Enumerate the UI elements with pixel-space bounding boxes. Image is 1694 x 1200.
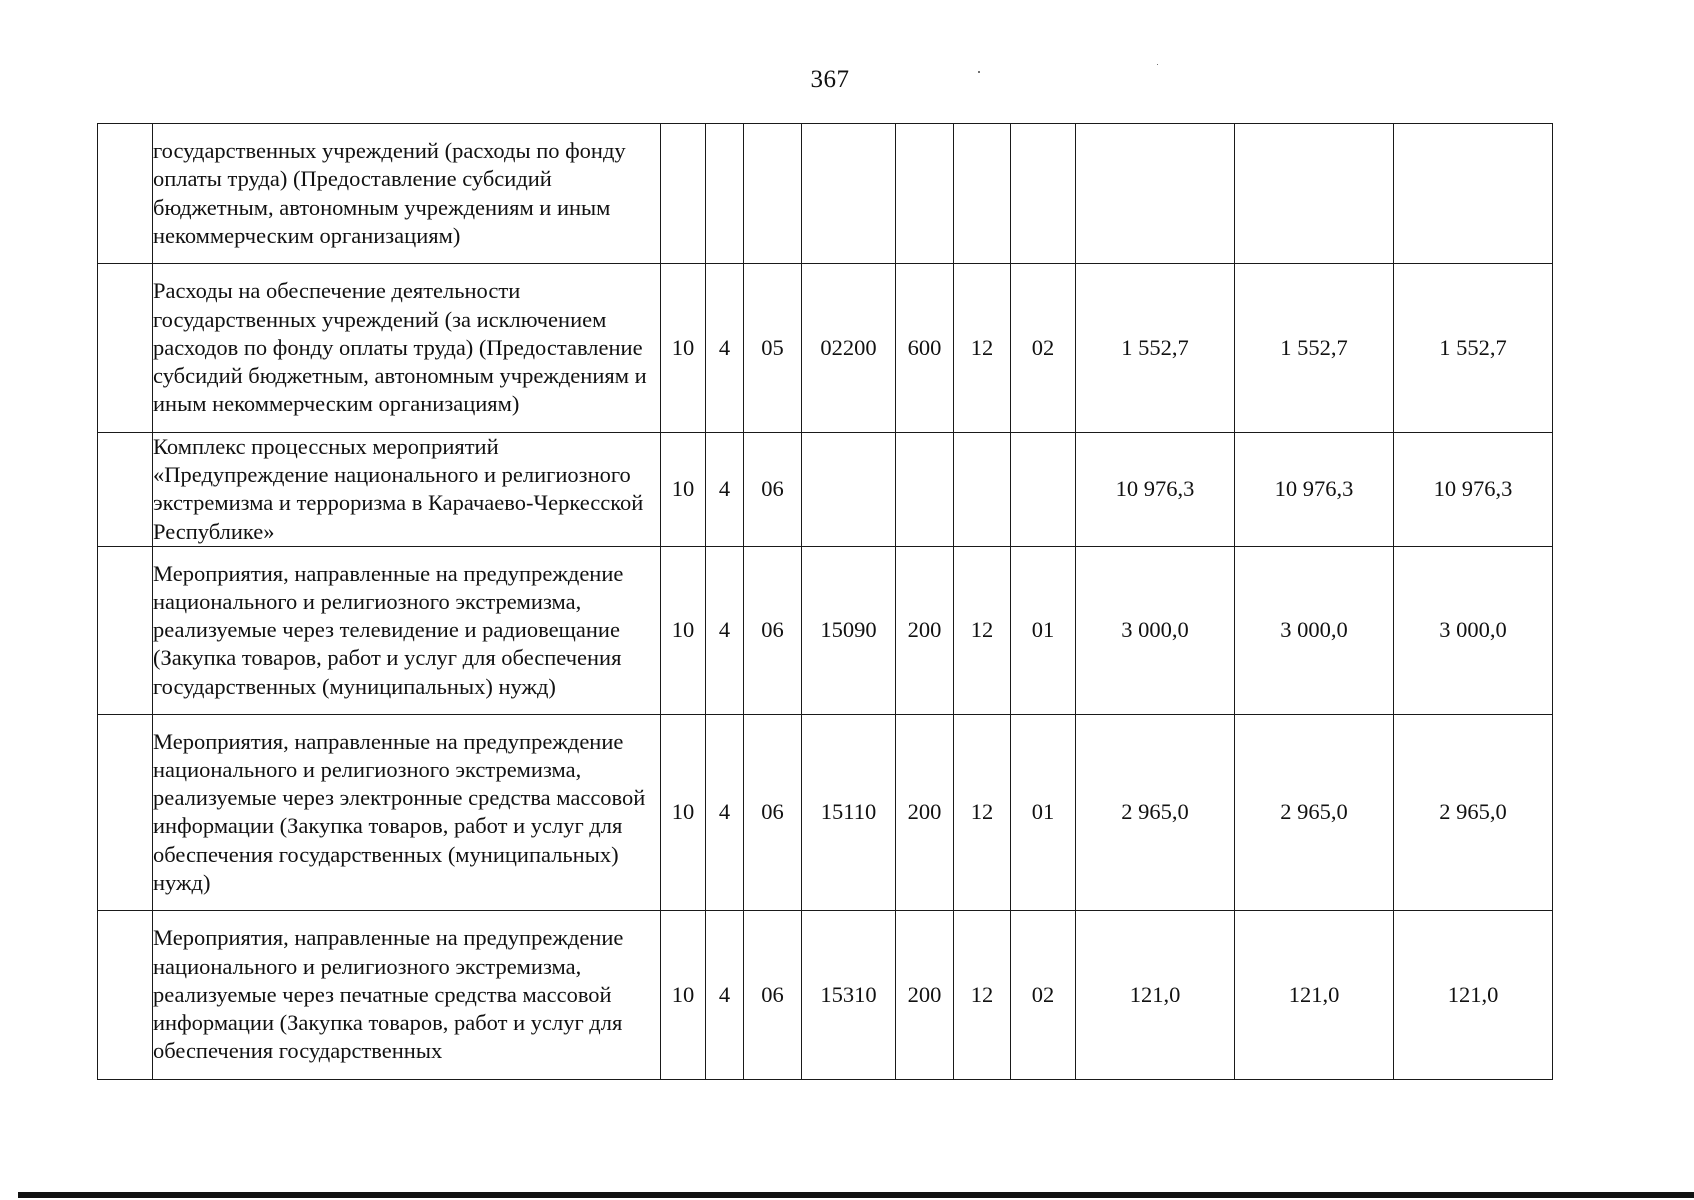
target-article-code: 15310 (802, 910, 896, 1079)
program-code: 4 (706, 910, 744, 1079)
amount-year-3: 2 965,0 (1394, 714, 1553, 910)
table-row (98, 433, 1553, 547)
section-code: 10 (661, 433, 706, 547)
scan-speck (1157, 64, 1158, 65)
page-number: 367 (810, 66, 850, 93)
amount-year-2 (1235, 124, 1394, 264)
expense-type-code: 200 (896, 714, 954, 910)
amount-year-1: 2 965,0 (1076, 714, 1235, 910)
subdivision-code (1011, 124, 1076, 264)
subdivision-code: 02 (1011, 264, 1076, 433)
division-code: 12 (954, 910, 1011, 1079)
amount-year-2: 121,0 (1235, 910, 1394, 1079)
section-code: 10 (661, 910, 706, 1079)
row-marker-cell (98, 714, 153, 910)
section-code: 10 (661, 546, 706, 714)
program-code: 4 (706, 433, 744, 547)
amount-year-2: 1 552,7 (1235, 264, 1394, 433)
division-code: 12 (954, 714, 1011, 910)
amount-year-2: 3 000,0 (1235, 546, 1394, 714)
subprogram-code: 05 (744, 264, 802, 433)
division-code (954, 433, 1011, 547)
subprogram-code: 06 (744, 714, 802, 910)
subprogram-code (744, 124, 802, 264)
subprogram-code: 06 (744, 910, 802, 1079)
program-code (706, 124, 744, 264)
program-code: 4 (706, 264, 744, 433)
scan-speck (978, 71, 980, 73)
amount-year-3: 121,0 (1394, 910, 1553, 1079)
amount-year-3: 1 552,7 (1394, 264, 1553, 433)
subprogram-code: 06 (744, 433, 802, 547)
expense-type-code (896, 433, 954, 547)
row-description: Мероприятия, направленные на предупреждение национального и религиозного экстремизма, реализуемые через печатные средства массовой информации (Закупка товаров, работ и услуг для обеспечения государственных (153, 910, 661, 1079)
expense-type-code: 200 (896, 546, 954, 714)
expense-type-code: 600 (896, 264, 954, 433)
division-code: 12 (954, 546, 1011, 714)
amount-year-2: 2 965,0 (1235, 714, 1394, 910)
section-code (661, 124, 706, 264)
division-code: 12 (954, 264, 1011, 433)
section-code: 10 (661, 264, 706, 433)
amount-year-3: 3 000,0 (1394, 546, 1553, 714)
row-marker-cell (98, 124, 153, 264)
table-row (98, 124, 1553, 264)
amount-year-1: 10 976,3 (1076, 433, 1235, 547)
table-row (98, 264, 1553, 433)
section-code: 10 (661, 714, 706, 910)
row-description: Мероприятия, направленные на предупреждение национального и религиозного экстремизма, реализуемые через телевидение и радиовещание (Закупка товаров, работ и услуг для обеспечения государственных (муниципальных) нужд) (153, 546, 661, 714)
row-marker-cell (98, 433, 153, 547)
subdivision-code: 01 (1011, 714, 1076, 910)
row-marker-cell (98, 264, 153, 433)
bottom-scan-edge (18, 1192, 1694, 1198)
subprogram-code: 06 (744, 546, 802, 714)
amount-year-2: 10 976,3 (1235, 433, 1394, 547)
row-marker-cell (98, 910, 153, 1079)
subdivision-code: 02 (1011, 910, 1076, 1079)
subdivision-code (1011, 433, 1076, 547)
table-row (98, 714, 1553, 910)
subdivision-code: 01 (1011, 546, 1076, 714)
amount-year-1 (1076, 124, 1235, 264)
expense-type-code (896, 124, 954, 264)
target-article-code (802, 124, 896, 264)
row-marker-cell (98, 546, 153, 714)
amount-year-1: 3 000,0 (1076, 546, 1235, 714)
program-code: 4 (706, 546, 744, 714)
program-code: 4 (706, 714, 744, 910)
amount-year-1: 1 552,7 (1076, 264, 1235, 433)
amount-year-3: 10 976,3 (1394, 433, 1553, 547)
target-article-code: 15110 (802, 714, 896, 910)
target-article-code: 15090 (802, 546, 896, 714)
target-article-code (802, 433, 896, 547)
row-description: государственных учреждений (расходы по фонду оплаты труда) (Предоставление субсидий бюджетным, автономным учреждениям и иным некоммерческим организациям) (153, 124, 661, 264)
division-code (954, 124, 1011, 264)
row-description: Комплекс процессных мероприятий «Предупреждение национального и религиозного экстремизма и терроризма в Карачаево-Черкесской Республике» (153, 433, 661, 547)
row-description: Мероприятия, направленные на предупреждение национального и религиозного экстремизма, реализуемые через электронные средства массовой информации (Закупка товаров, работ и услуг для обеспечения государственных (муниципальных) нужд) (153, 714, 661, 910)
expense-type-code: 200 (896, 910, 954, 1079)
table-row (98, 546, 1553, 714)
row-description: Расходы на обеспечение деятельности государственных учреждений (за исключением расходов по фонду оплаты труда) (Предоставление субсидий бюджетным, автономным учреждениям и иным некоммерческим организациям) (153, 264, 661, 433)
budget-table (97, 123, 1553, 1080)
target-article-code: 02200 (802, 264, 896, 433)
amount-year-1: 121,0 (1076, 910, 1235, 1079)
table-row (98, 910, 1553, 1079)
amount-year-3 (1394, 124, 1553, 264)
